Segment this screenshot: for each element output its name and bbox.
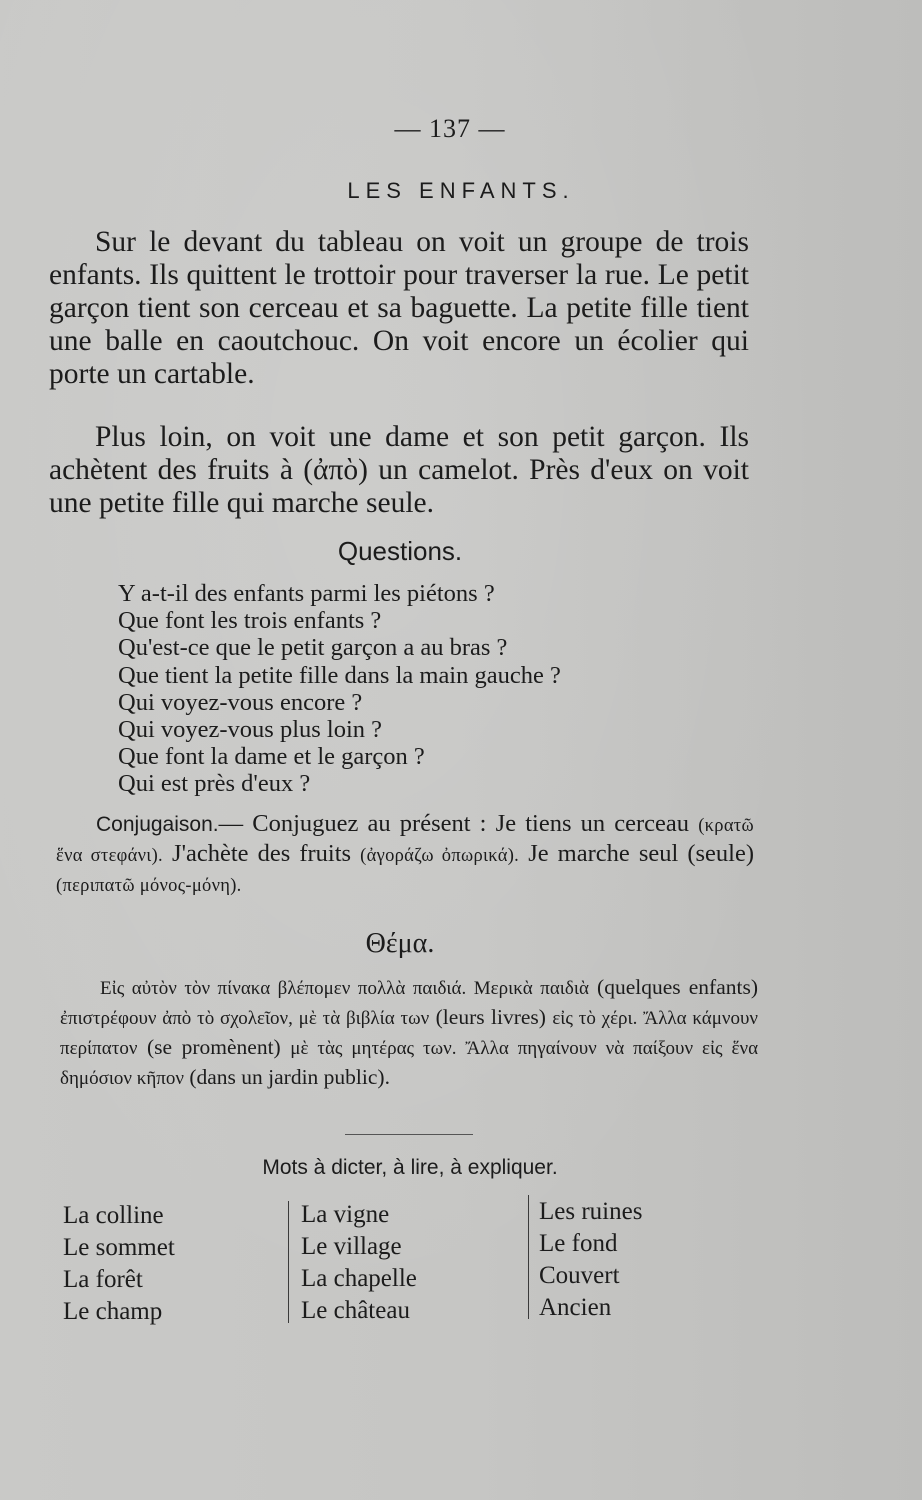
conjugaison-phrase: Je marche seul (seule) (528, 840, 755, 867)
greek-text: ἐπιστρέφουν ἀπὸ τὸ σχολεῖον, μὲ τὰ βιβλία των (60, 1008, 430, 1029)
question-item: Y a-t-il des enfants parmi les piétons ? (118, 580, 495, 607)
vocab-word: La vigne (301, 1201, 390, 1228)
conjugaison-text (56, 810, 754, 900)
question-item: Que tient la petite fille dans la main gauche ? (118, 661, 561, 689)
vocab-word: La chapelle (301, 1265, 417, 1292)
paragraph-text: Plus loin, on voit une dame et son petit garçon. Ils achètent des fruits à (ἀπὸ) un camelot. Près d'eux on voit une petite fille qui marche seule. (49, 421, 749, 519)
french-gloss: (se promènent) (147, 1035, 281, 1059)
vocab-word: Les ruines (539, 1198, 643, 1225)
conjugaison-label: Conjugaison. (96, 813, 219, 836)
vocab-word: Couvert (539, 1262, 620, 1289)
vocab-word: La forêt (63, 1266, 143, 1293)
chapter-title: LES ENFANTS. (347, 178, 575, 203)
question-item: Que font les trois enfants ? (118, 607, 382, 635)
greek-text: μὲ τὰς μητέρας των. Ἄλλα πηγαίνουν νὰ παίξουν εἰς ἕνα δημόσιον κῆπον (60, 1038, 759, 1089)
section-divider (345, 1134, 473, 1135)
vocab-word: Le fond (539, 1230, 618, 1257)
conjugaison-instruction: — Conjuguez au présent : (218, 810, 487, 837)
french-gloss: (dans un jardin public). (189, 1065, 390, 1089)
vocab-word: La colline (63, 1202, 164, 1229)
conjugaison-phrase: J'achète des fruits (172, 840, 352, 867)
greek-gloss: (περιπατῶ μόνος-μόνη). (56, 876, 242, 896)
column-divider (528, 1195, 529, 1319)
french-gloss: (quelques enfants) (597, 975, 758, 999)
paragraph-1 (49, 226, 749, 391)
mots-heading: Mots à dicter, à lire, à expliquer. (262, 1156, 558, 1179)
vocab-word: Le champ (63, 1298, 163, 1325)
page-number: — 137 — (394, 114, 506, 143)
paragraph-2 (49, 421, 749, 520)
questions-list (118, 580, 718, 798)
conjugaison-exercise (56, 810, 754, 900)
vocab-column-3 (539, 1196, 642, 1324)
question-item: Que font la dame et le garçon ? (118, 743, 425, 771)
vocab-column-2 (301, 1199, 417, 1327)
questions-heading: Questions. (337, 536, 463, 566)
french-gloss: (leurs livres) (435, 1005, 546, 1029)
vocab-word: Le château (301, 1297, 410, 1324)
paragraph-text: Sur le devant du tableau on voit un groupe de trois enfants. Ils quittent le trottoir pour traverser la rue. Le petit garçon tient son cerceau et sa baguette. La petite fille tient une balle en caoutchouc. On voit encore un écolier qui porte un cartable. (49, 226, 749, 390)
thema-heading: Θέμα. (365, 928, 435, 959)
greek-text: εἰς τὸ χέρι. Ἄλλα κάμνουν περίπατον (60, 1008, 758, 1059)
vocabulary-table (0, 1199, 922, 1329)
question-item: Qui voyez-vous plus loin ? (118, 716, 383, 744)
greek-gloss: (ἀγοράζω ὀπωρικά). (360, 846, 520, 866)
question-item: Qui est près d'eux ? (118, 770, 311, 798)
vocab-word: Le sommet (63, 1234, 175, 1261)
greek-gloss: (κρατῶ ἕνα στεφάνι). (56, 816, 755, 866)
vocab-word: Le village (301, 1233, 402, 1260)
vocab-column-1 (63, 1200, 175, 1328)
thema-paragraph (60, 973, 758, 1093)
question-item: Qui voyez-vous encore ? (118, 688, 363, 716)
greek-text: Εἰς αὐτὸν τὸν πίνακα βλέπομεν πολλὰ παιδιά. Μερικὰ παιδιὰ (100, 978, 589, 999)
column-divider (288, 1201, 289, 1323)
vocab-word: Ancien (539, 1294, 612, 1321)
conjugaison-phrase: Je tiens un cerceau (495, 810, 690, 837)
question-item: Qu'est-ce que le petit garçon a au bras ? (118, 634, 508, 662)
thema-text (60, 973, 758, 1093)
